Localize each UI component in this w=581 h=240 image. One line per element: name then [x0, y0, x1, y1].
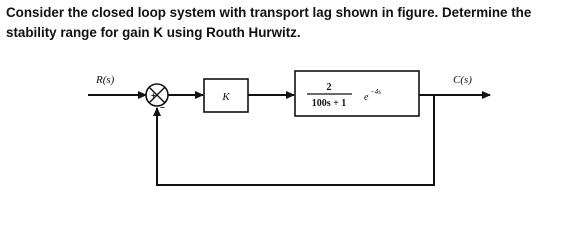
delay-exponent: −4s	[370, 88, 381, 96]
output-label: C(s)	[453, 74, 472, 86]
tf-numerator: 2	[326, 82, 332, 93]
tf-denominator: 100s + 1	[311, 98, 347, 109]
delay-base: e	[364, 92, 369, 103]
summing-junction	[146, 84, 168, 112]
question-line-1: Consider the closed loop system with transport lag shown in figure. Determine the	[6, 5, 532, 20]
sum-plus-sign: +	[151, 91, 156, 100]
sum-minus-sign: −	[160, 103, 165, 112]
gain-label: K	[222, 91, 230, 103]
input-label: R(s)	[96, 74, 115, 86]
question-line-2: stability range for gain K using Routh Hurwitz.	[6, 25, 301, 40]
